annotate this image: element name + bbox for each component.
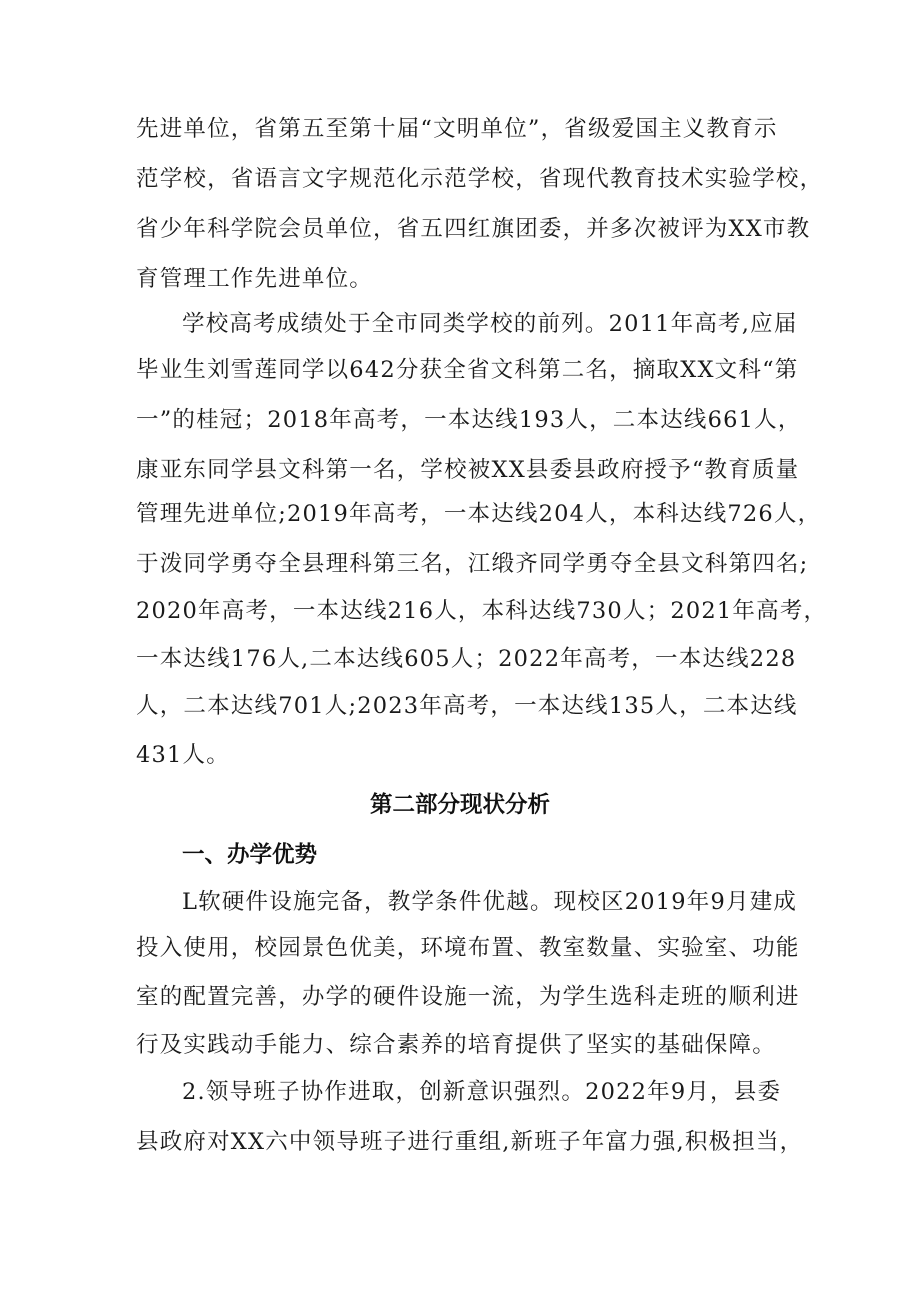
paragraph-3-line-3: 室的配置完善，办学的硬件设施一流，为学生选科走班的顺利进 [136, 984, 800, 1010]
subsection-title: 一、办学优势 [182, 842, 318, 868]
paragraph-2-line-2: 毕业生刘雪莲同学以642分获全省文科第二名，摘取XX文科“第 [136, 357, 799, 383]
paragraph-3-line-1: L软硬件设施完备，教学条件优越。现校区2019年9月建成 [182, 889, 798, 915]
paragraph-2-line-8: 一本达线176人,二本达线605人；2022年高考，一本达线228 [136, 646, 797, 672]
paragraph-2-line-4: 康亚东同学县文科第一名，学校被XX县委县政府授予“教育质量 [136, 457, 800, 483]
paragraph-4-line-2: 县政府对XX六中领导班子进行重组,新班子年富力强,积极担当， [136, 1129, 804, 1155]
paragraph-1-line-3: 省少年科学院会员单位，省五四红旗团委，并多次被评为XX市教 [136, 216, 811, 242]
paragraph-3-line-2: 投入使用，校园景色优美，环境布置、教室数量、实验室、功能 [136, 935, 800, 961]
paragraph-1-line-1: 先进单位，省第五至第十届“文明单位”，省级爱国主义教育示 [136, 116, 778, 142]
paragraph-2-line-9: 人，二本达线701人;2023年高考，一本达线135人，二本达线 [136, 693, 798, 719]
paragraph-2-line-6: 于泼同学勇夺全县理科第三名，江缎齐同学勇夺全县文科第四名; [136, 551, 809, 577]
paragraph-1-line-4: 育管理工作先进单位。 [136, 266, 374, 292]
paragraph-2-line-5: 管理先进单位;2019年高考，一本达线204人，本科达线726人， [136, 501, 822, 527]
paragraph-4-line-1: 2.领导班子协作进取，创新意识强烈。2022年9月，县委 [182, 1079, 782, 1105]
paragraph-3-line-4: 行及实践动手能力、综合素养的培育提供了坚实的基础保障。 [136, 1032, 776, 1058]
paragraph-2-line-3: 一”的桂冠；2018年高考，一本达线193人，二本达线661人， [136, 407, 802, 433]
paragraph-2-line-1: 学校高考成绩处于全市同类学校的前列。2011年高考,应届 [182, 311, 798, 337]
paragraph-2-line-10: 431人。 [136, 742, 230, 768]
paragraph-1-line-2: 范学校，省语言文字规范化示范学校，省现代教育技术实验学校， [136, 166, 824, 192]
section-title: 第二部分现状分析 [369, 792, 550, 818]
paragraph-2-line-7: 2020年高考，一本达线216人，本科达线730人；2021年高考， [136, 598, 828, 624]
